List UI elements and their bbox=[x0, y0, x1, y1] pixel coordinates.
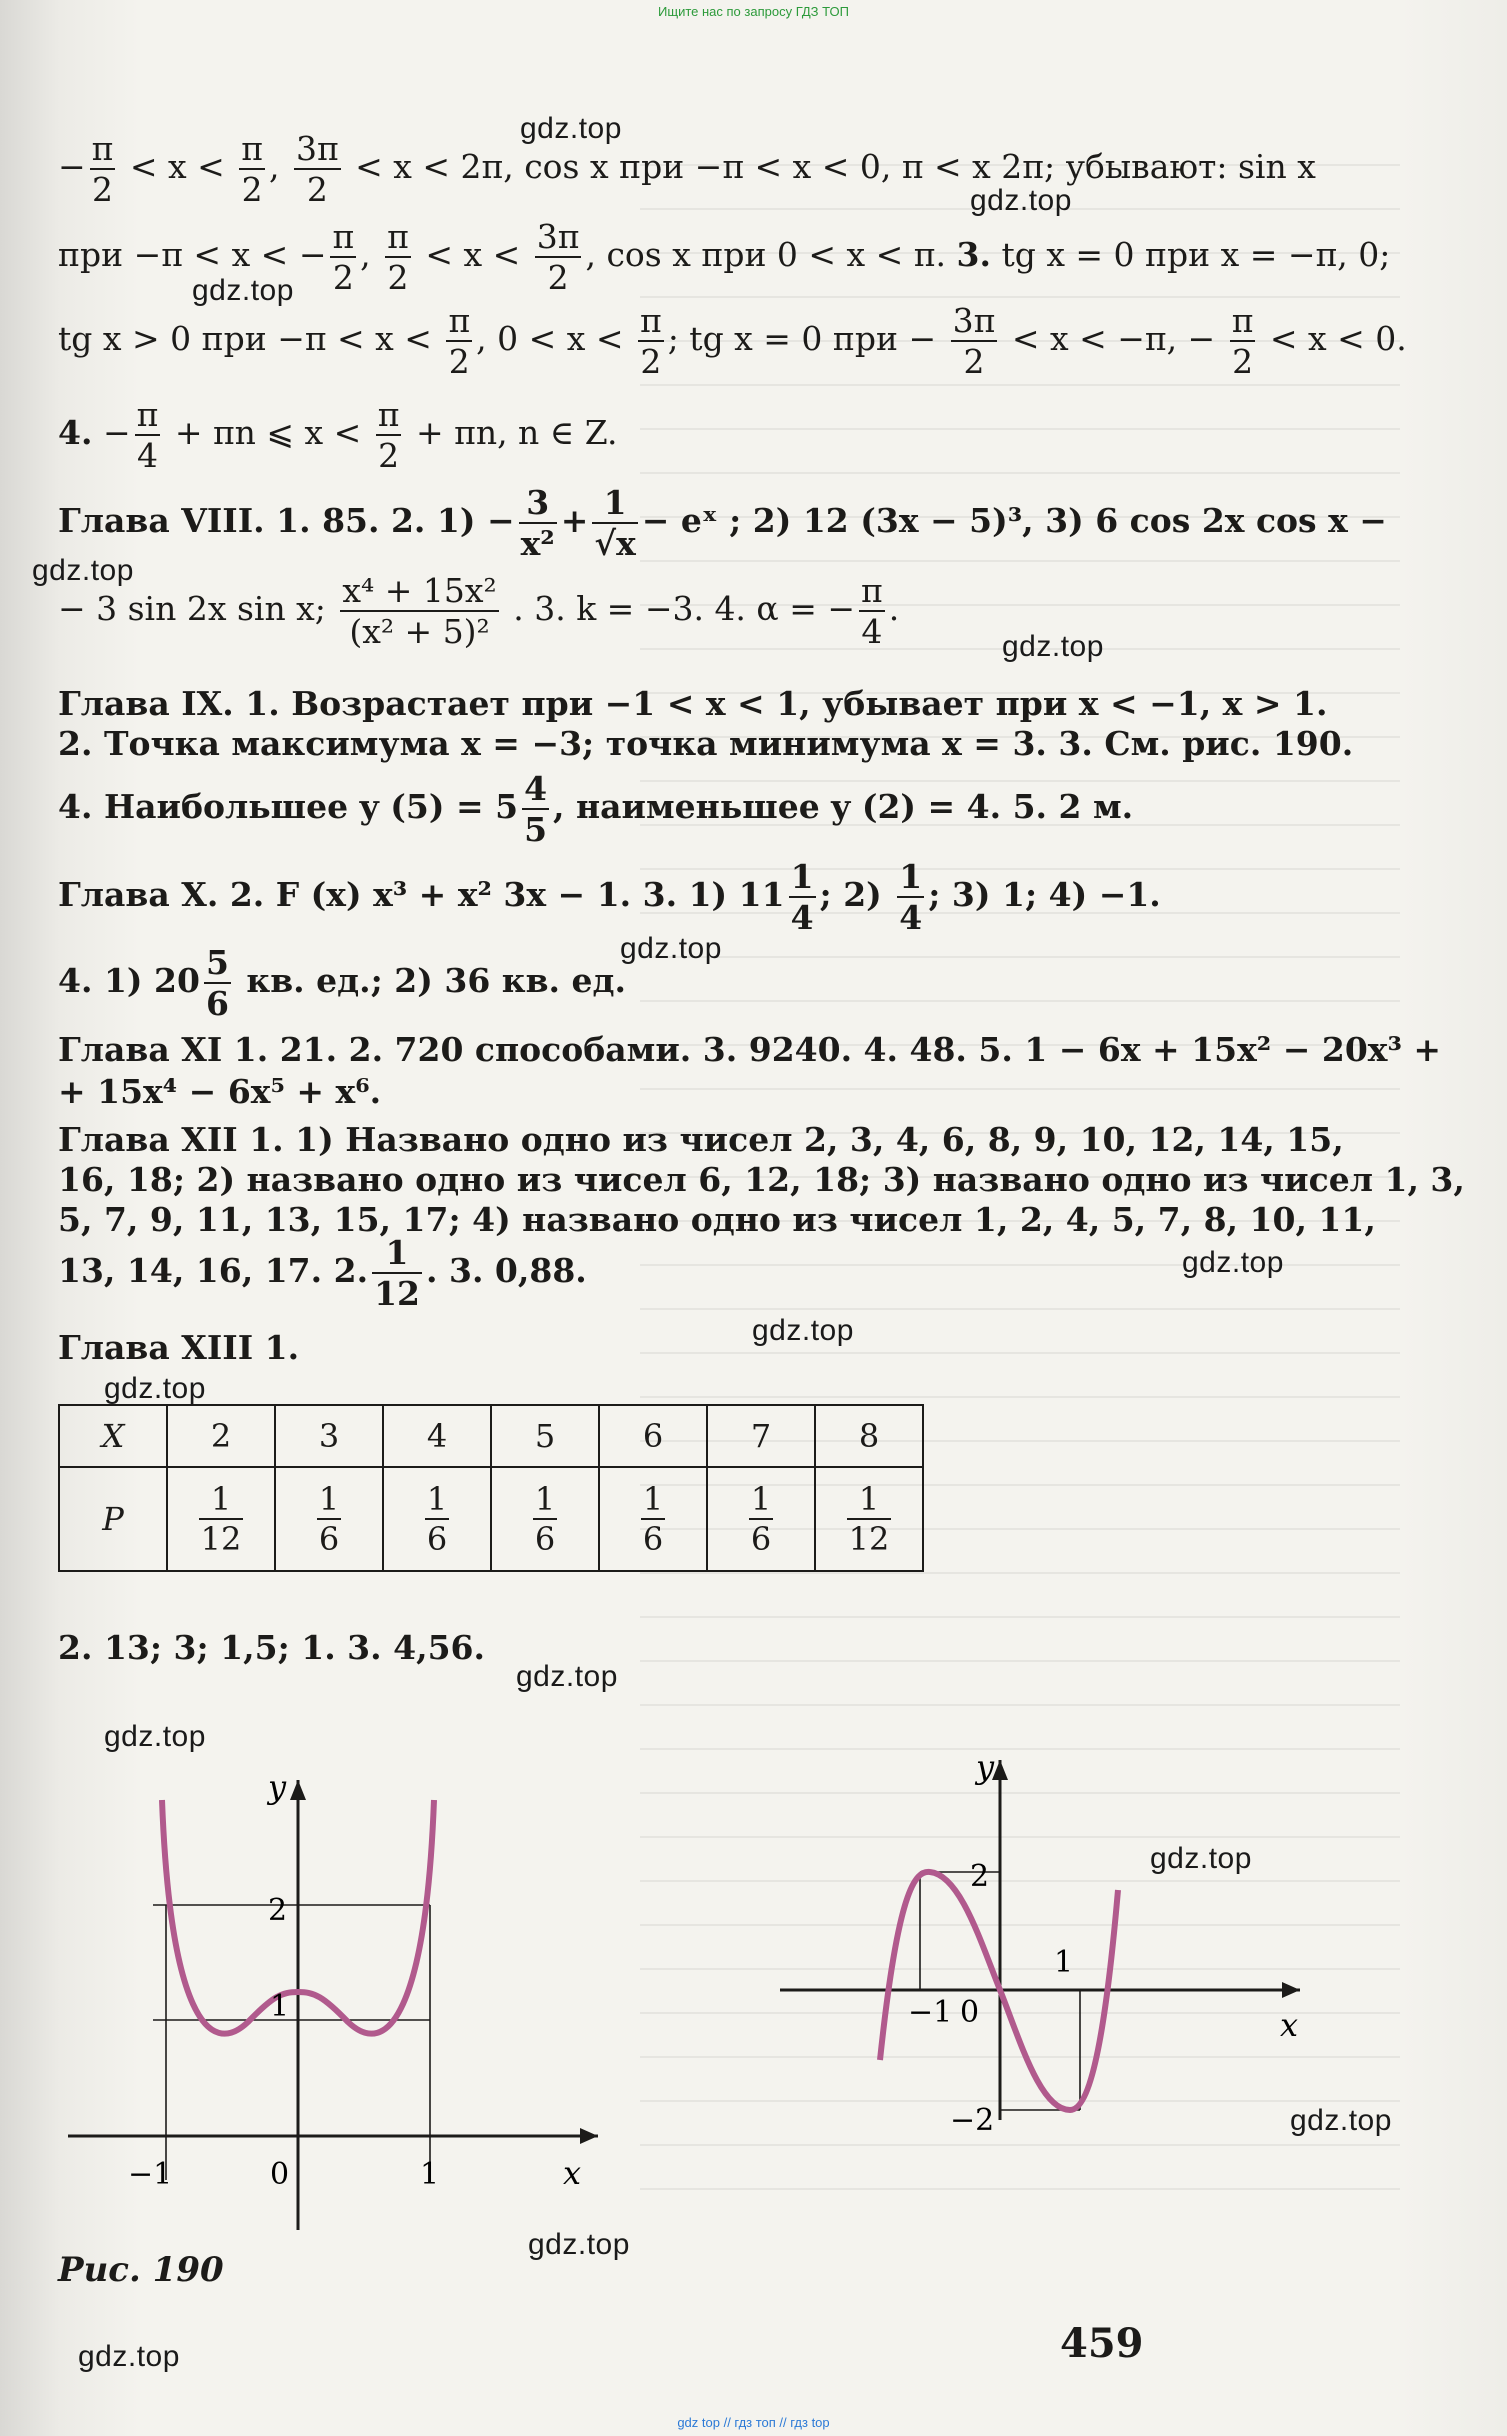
answer-line: tg x > 0 при −π < x < $\frac{\pi}{2}$ , 0 < x < $\frac{\pi}{2}$ ; tg x = 0 при − $\frac{3\pi}{2}$ < x < −π, − $\frac{\pi}{2}$ < x < 0. bbox=[58, 301, 1407, 381]
answer-line: Глава IX. 1. Возрастает при −1 < x < 1, убывает при x < −1, x > 1. bbox=[58, 684, 1328, 723]
fraction: $\frac{5}{6}$ bbox=[205, 943, 229, 1023]
tick-label: −2 bbox=[950, 2103, 995, 2138]
answer-line: − $\frac{\pi}{2}$ < x < $\frac{\pi}{2}$ , $\frac{3\pi}{2}$ < x < 2π, cos x при −π < x < 0, π < x 2π; убывают: sin x bbox=[58, 129, 1316, 209]
y-axis-arrow bbox=[290, 1780, 306, 1800]
table-cell bbox=[815, 1467, 923, 1571]
fraction: $\frac{1}{√x}$ bbox=[594, 483, 636, 563]
fraction: $\frac{1}{6}$ bbox=[318, 1480, 340, 1558]
table-cell: 7 bbox=[707, 1405, 815, 1467]
answer-line: 4. Наибольшее y (5) = 5 $\frac{4}{5}$ , наименьшее y (2) = 4. 5. 2 м. bbox=[58, 769, 1134, 849]
table-cell bbox=[599, 1467, 707, 1571]
fraction: $\frac{1}{6}$ bbox=[426, 1480, 448, 1558]
answer-line: 13, 14, 16, 17. 2. $\frac{1}{12}$ . 3. 0,88. bbox=[58, 1233, 587, 1313]
fraction: $\frac{1}{12}$ bbox=[200, 1480, 242, 1558]
tick-label: −1 bbox=[128, 2157, 173, 2192]
fraction: $\frac{\pi}{2}$ bbox=[1231, 301, 1254, 381]
fraction: $\frac{\pi}{2}$ bbox=[377, 395, 400, 475]
x-axis-arrow bbox=[580, 2128, 598, 2144]
y-axis-label: y bbox=[976, 1748, 995, 1786]
answer-line: Глава VIII. 1. 85. 2. 1) − $\frac{3}{\text{x²}}$ + $\frac{1}{√x}$ − eˣ ; 2) 12 (3x − 5)³, 3) 6 cos 2x cos x − bbox=[58, 483, 1387, 563]
watermark: gdz.top bbox=[528, 2228, 630, 2261]
fraction: $\frac{\pi}{4}$ bbox=[860, 571, 883, 651]
fraction: $\frac{1}{4}$ bbox=[899, 857, 923, 937]
watermark: gdz.top bbox=[1150, 1842, 1252, 1875]
answer-line: + 15x⁴ − 6x⁵ + x⁶. bbox=[58, 1072, 382, 1111]
table-cell: P bbox=[59, 1467, 167, 1571]
watermark: gdz.top bbox=[1182, 1246, 1284, 1279]
chapter-heading: Глава XIII 1. bbox=[58, 1328, 300, 1367]
watermark: gdz.top bbox=[520, 112, 622, 145]
fraction: $\frac{\pi}{2}$ bbox=[640, 301, 662, 381]
fraction: $\frac{3\pi}{2}$ bbox=[952, 301, 996, 381]
table-cell bbox=[383, 1467, 491, 1571]
table-cell bbox=[167, 1467, 275, 1571]
header-note: Ищите нас по запросу ГДЗ ТОП bbox=[658, 4, 849, 19]
graph-right bbox=[780, 1740, 1340, 2140]
table-cell bbox=[491, 1467, 599, 1571]
answer-line: − 3 sin 2x sin x; $\frac{\text{x⁴ + 15x²}}{\text{(x² + 5)²}}$ . 3. k = −3. 4. α = − $\frac{\pi}{4}$ . bbox=[58, 571, 900, 651]
table-cell: 3 bbox=[275, 1405, 383, 1467]
footer-note: gdz top // гдз топ // гдз top bbox=[677, 2415, 830, 2430]
watermark: gdz.top bbox=[1002, 630, 1104, 663]
watermark: gdz.top bbox=[104, 1720, 206, 1753]
watermark: gdz.top bbox=[1290, 2104, 1392, 2137]
tick-label: 2 bbox=[970, 1859, 990, 1894]
tick-label: 1 bbox=[270, 1989, 290, 2024]
watermark: gdz.top bbox=[32, 554, 134, 587]
y-axis-label: y bbox=[268, 1768, 287, 1806]
table-cell: 4 bbox=[383, 1405, 491, 1467]
answer-line: 5, 7, 9, 11, 13, 15, 17; 4) названо одно из чисел 1, 2, 4, 5, 7, 8, 10, 11, bbox=[58, 1200, 1376, 1239]
table-row bbox=[59, 1467, 923, 1571]
tick-label: 1 bbox=[1054, 1945, 1074, 1980]
answer-line: Глава XII 1. 1) Названо одно из чисел 2, 3, 4, 6, 8, 9, 10, 12, 14, 15, bbox=[58, 1120, 1344, 1159]
table-cell: X bbox=[59, 1405, 167, 1467]
fraction: $\frac{\pi}{4}$ bbox=[136, 395, 159, 475]
x-axis-label: x bbox=[563, 2154, 582, 2192]
x-axis-label: x bbox=[1280, 2006, 1299, 2044]
answer-line: Глава X. 2. F (x) x³ + x² 3x − 1. 3. 1) 11 $\frac{1}{4}$ ; 2) $\frac{1}{4}$ ; 3) 1; 4) −1. bbox=[58, 857, 1161, 937]
fraction: $\frac{\pi}{2}$ bbox=[241, 129, 263, 209]
graph-left bbox=[58, 1760, 618, 2240]
fraction: $\frac{1}{4}$ bbox=[790, 857, 814, 937]
tick-label: 0 bbox=[960, 1995, 980, 2030]
answer-line: 4. 1) 20 $\frac{5}{6}$ кв. ед.; 2) 36 кв. ед. bbox=[58, 943, 626, 1023]
tick-label: 0 bbox=[270, 2157, 290, 2192]
y-axis-arrow bbox=[992, 1760, 1008, 1780]
x-axis-arrow bbox=[1282, 1982, 1300, 1998]
fraction: $\frac{1}{6}$ bbox=[534, 1480, 556, 1558]
distribution-table bbox=[58, 1404, 924, 1572]
table-cell bbox=[275, 1467, 383, 1571]
fraction: $\frac{\text{x⁴ + 15x²}}{\text{(x² + 5)²}}$ bbox=[342, 571, 497, 651]
watermark: gdz.top bbox=[78, 2340, 180, 2373]
watermark: gdz.top bbox=[752, 1314, 854, 1347]
tick-label: −1 bbox=[908, 1995, 953, 2030]
fraction: $\frac{4}{5}$ bbox=[524, 769, 548, 849]
watermark: gdz.top bbox=[970, 184, 1072, 217]
watermark: gdz.top bbox=[516, 1660, 618, 1693]
fraction: $\frac{\pi}{2}$ bbox=[332, 217, 355, 297]
answer-line: 2. Точка максимума x = −3; точка минимума x = 3. 3. См. рис. 190. bbox=[58, 724, 1354, 763]
fraction: $\frac{3}{\text{x²}}$ bbox=[520, 483, 555, 563]
table-cell: 8 bbox=[815, 1405, 923, 1467]
fraction: $\frac{3\pi}{2}$ bbox=[536, 217, 580, 297]
answer-line: при −π < x < − $\frac{\pi}{2}$ , $\frac{\pi}{2}$ < x < $\frac{3\pi}{2}$ , cos x при 0 < x < π. 3. tg x = 0 при x = −π, 0; bbox=[58, 217, 1391, 297]
table-cell: 5 bbox=[491, 1405, 599, 1467]
fraction: $\frac{3\pi}{2}$ bbox=[295, 129, 339, 209]
watermark: gdz.top bbox=[620, 932, 722, 965]
fraction: $\frac{\pi}{2}$ bbox=[91, 129, 114, 209]
fraction: $\frac{1}{12}$ bbox=[848, 1480, 890, 1558]
fraction: $\frac{\pi}{2}$ bbox=[387, 217, 409, 297]
answer-line: Глава XI 1. 21. 2. 720 способами. 3. 9240. 4. 48. 5. 1 − 6x + 15x² − 20x³ + bbox=[58, 1030, 1442, 1069]
table-cell bbox=[707, 1467, 815, 1571]
tick-label: 1 bbox=[420, 2157, 440, 2192]
answer-line: 16, 18; 2) названо одно из чисел 6, 12, 18; 3) названо одно из чисел 1, 3, bbox=[58, 1160, 1465, 1199]
fraction: $\frac{1}{6}$ bbox=[750, 1480, 772, 1558]
tick-label: 2 bbox=[268, 1893, 288, 1928]
fraction: $\frac{1}{6}$ bbox=[642, 1480, 664, 1558]
answer-line: 2. 13; 3; 1,5; 1. 3. 4,56. bbox=[58, 1628, 485, 1667]
watermark: gdz.top bbox=[104, 1372, 206, 1405]
page-number: 459 bbox=[1060, 2320, 1144, 2367]
watermark: gdz.top bbox=[192, 274, 294, 307]
fraction: $\frac{\pi}{2}$ bbox=[448, 301, 471, 381]
table-cell: 6 bbox=[599, 1405, 707, 1467]
table-row bbox=[59, 1405, 923, 1467]
figure-caption: Рис. 190 bbox=[58, 2250, 224, 2290]
fraction: $\frac{1}{12}$ bbox=[374, 1233, 420, 1313]
answer-line: 4. − $\frac{\pi}{4}$ + πn ⩽ x < $\frac{\pi}{2}$ + πn, n ∈ Z. bbox=[58, 395, 618, 475]
table-cell: 2 bbox=[167, 1405, 275, 1467]
